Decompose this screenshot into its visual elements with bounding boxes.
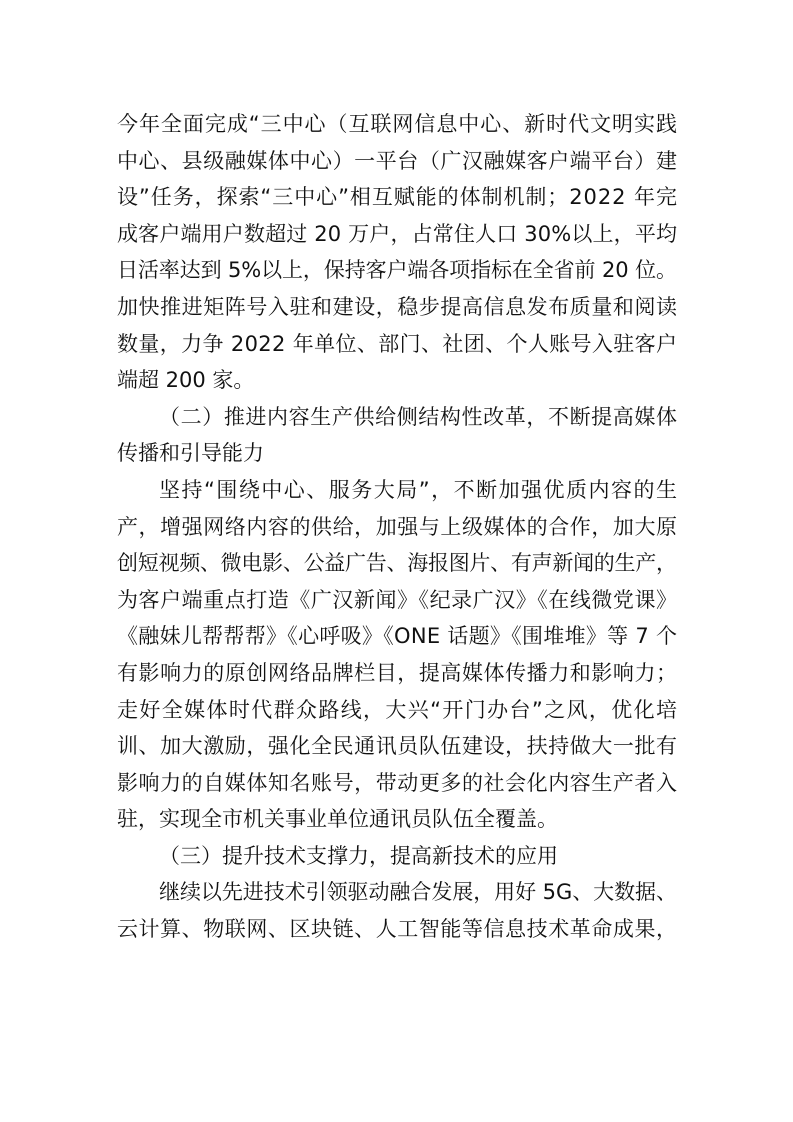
text-line: 《融妹儿帮帮帮》《心呼吸》《ONE 话题》《围堆堆》等 7 个: [117, 624, 678, 649]
text-line: 驻，实现全市机关事业单位通讯员队伍全覆盖。: [117, 807, 558, 832]
text-line: 影响力的自媒体知名账号，带动更多的社会化内容生产者入: [117, 770, 678, 795]
text-line: 端超 200 家。: [117, 368, 255, 393]
text-line: 成客户端用户数超过 20 万户，占常住人口 30%以上，平均: [117, 221, 678, 246]
text-line: 继续以先进技术引领驱动融合发展，用好 5G、大数据、: [159, 880, 677, 905]
text-line: 今年全面完成“三中心（互联网信息中心、新时代文明实践: [117, 112, 678, 136]
text-line: 走好全媒体时代群众路线，大兴“开门办台”之风，优化培: [117, 697, 679, 722]
text-line: 坚持“围绕中心、服务大局”，不断加强优质内容的生: [159, 477, 679, 502]
text-line: 云计算、物联网、区块链、人工智能等信息技术革命成果，: [117, 917, 678, 942]
text-line: 训、加大激励，强化全民通讯员队伍建设，扶持做大一批有: [117, 734, 678, 759]
text-line: 数量，力争 2022 年单位、部门、社团、个人账号入驻客户: [117, 331, 678, 356]
text-line: 中心、县级融媒体中心）一平台（广汉融媒客户端平台）建: [117, 148, 678, 173]
text-line: 创短视频、微电影、公益广告、海报图片、有声新闻的生产，: [117, 551, 677, 576]
body-text: [117, 106, 677, 948]
text-line: 产，增强网络内容的供给，加强与上级媒体的合作，加大原: [117, 514, 678, 539]
text-line: 为客户端重点打造《广汉新闻》《纪录广汉》《在线微党课》: [117, 587, 678, 612]
text-line: 设”任务，探索“三中心”相互赋能的体制机制；2022 年完: [117, 185, 678, 210]
text-line: （二）推进内容生产供给侧结构性改革，不断提高媒体: [159, 404, 678, 429]
text-line: 有影响力的原创网络品牌栏目，提高媒体传播力和影响力；: [117, 660, 678, 685]
text-line: 加快推进矩阵号入驻和建设，稳步提高信息发布质量和阅读: [117, 294, 678, 319]
text-line: （三）提升技术支撑力，提高新技术的应用: [159, 843, 558, 868]
text-line: 日活率达到 5%以上，保持客户端各项指标在全省前 20 位。: [117, 258, 677, 283]
text-line: 传播和引导能力: [117, 441, 264, 466]
